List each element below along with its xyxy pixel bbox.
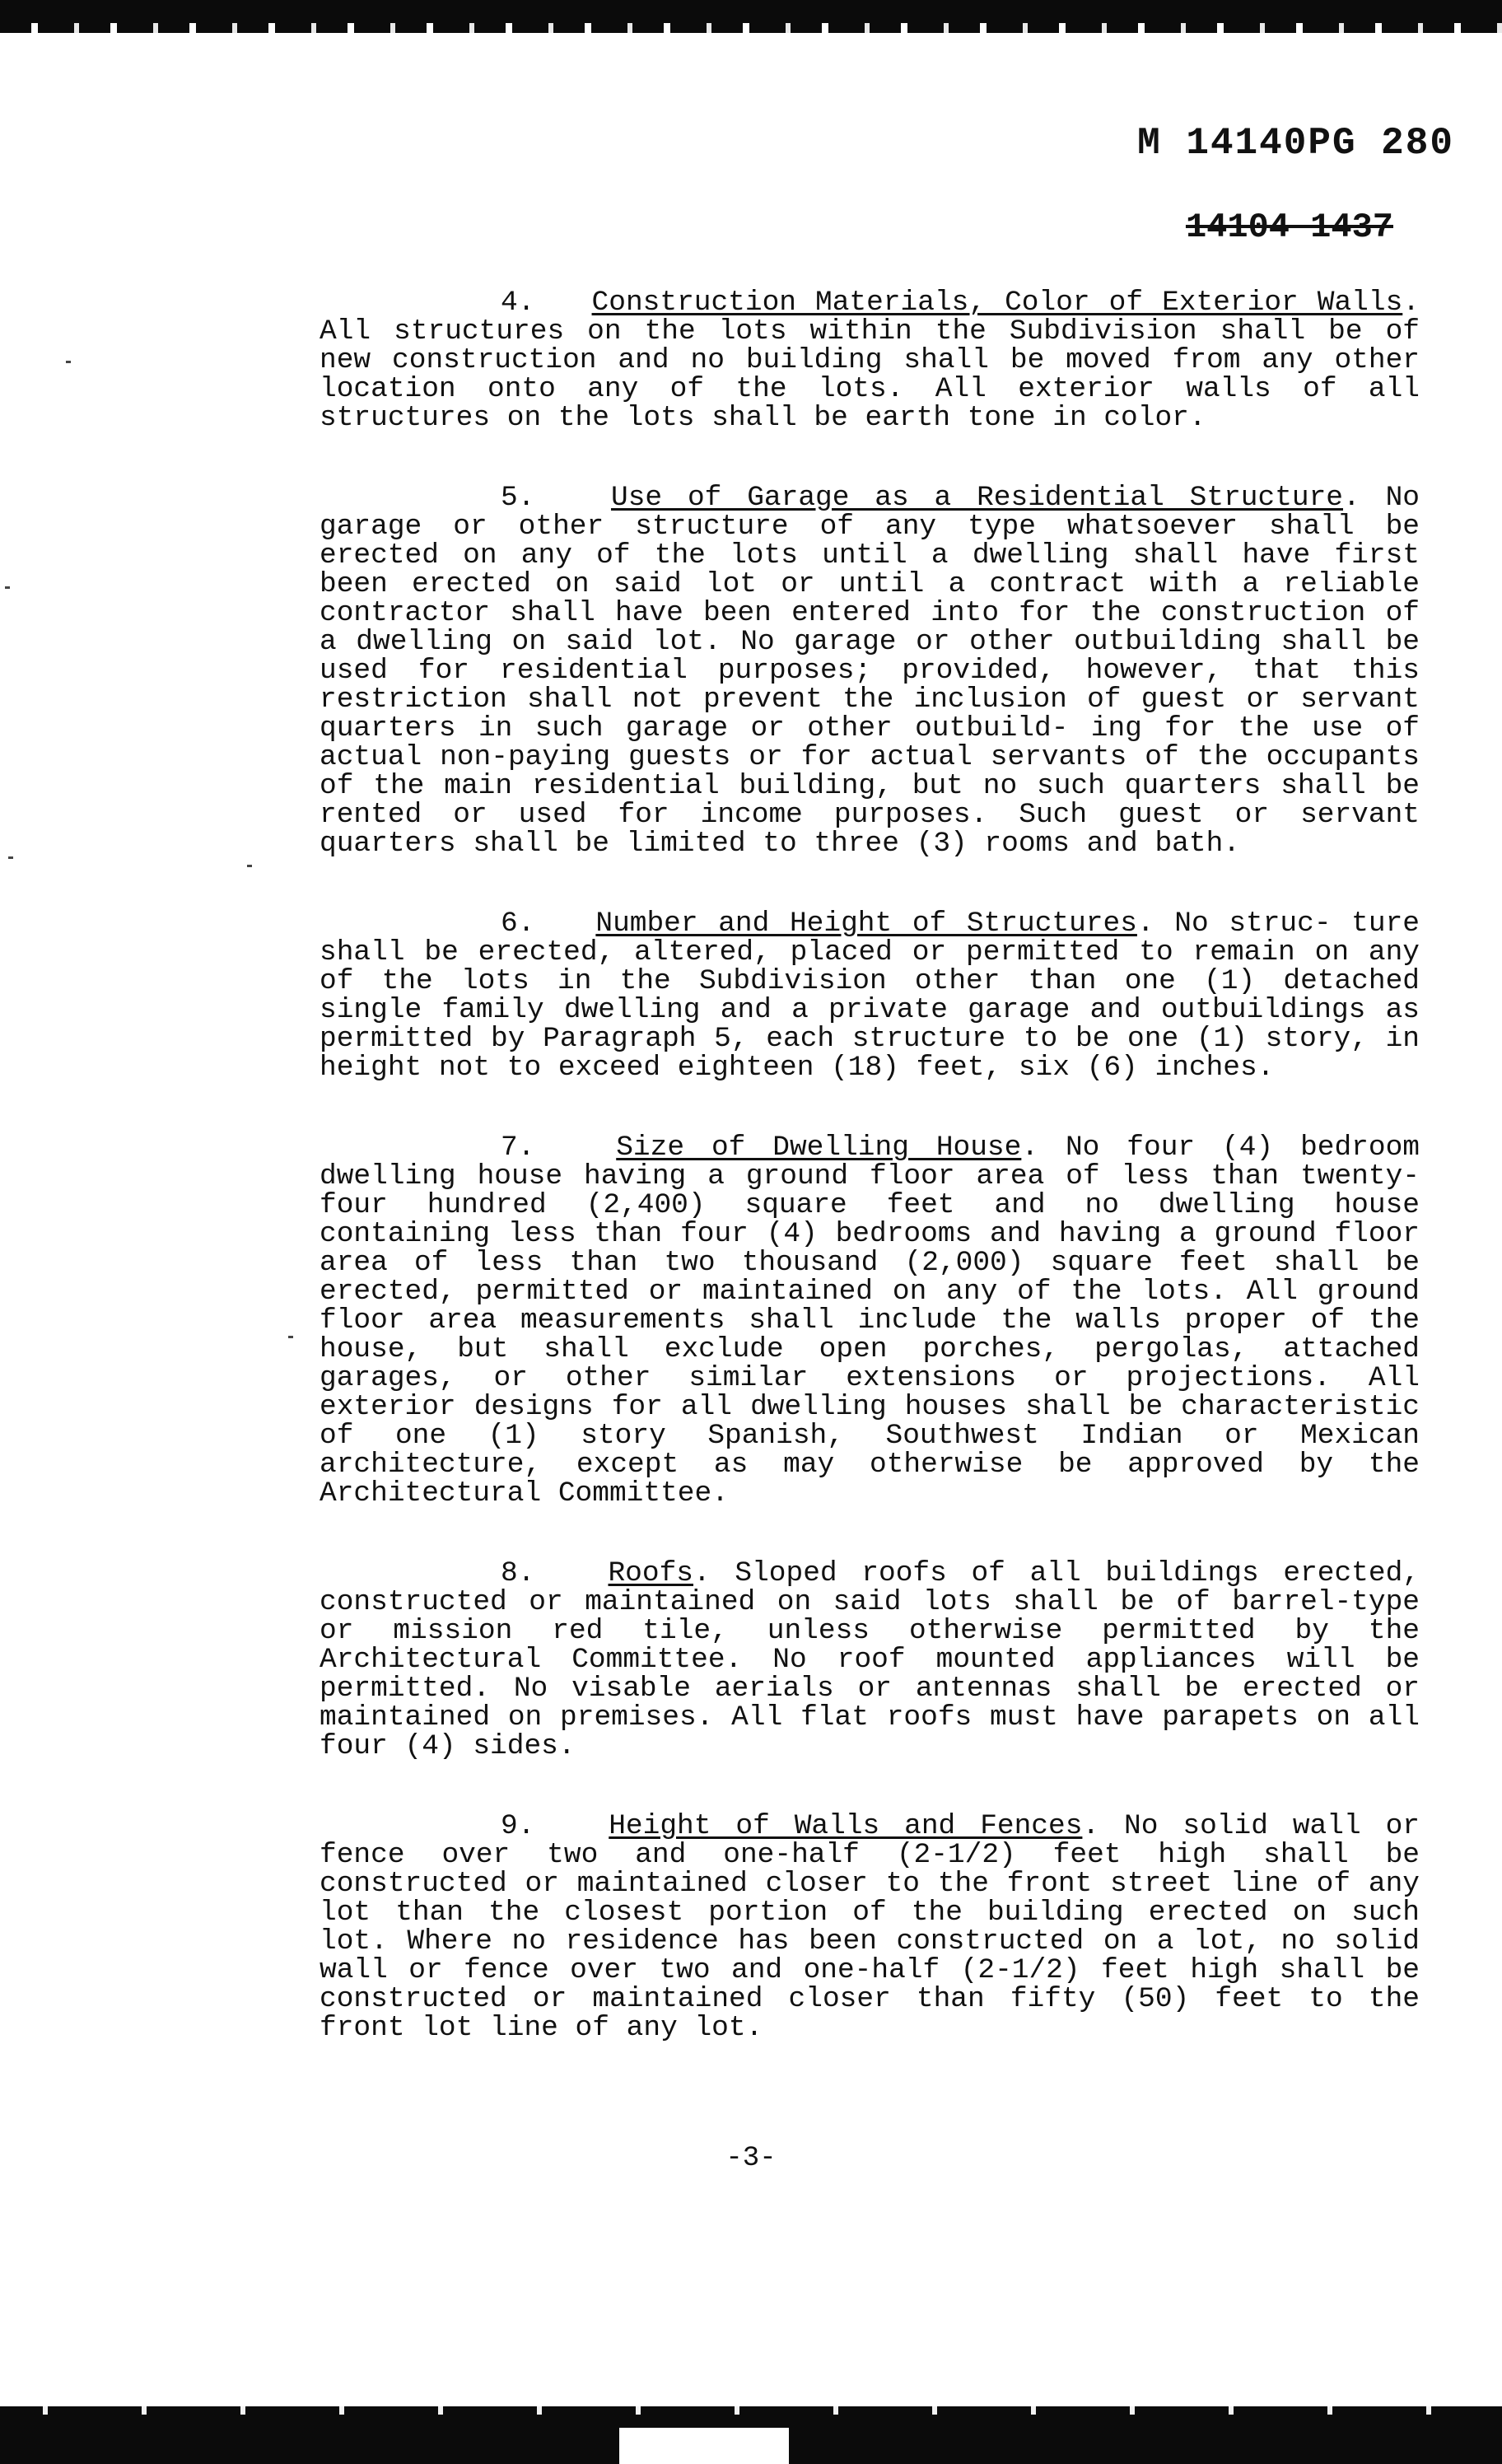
paragraph-title: Construction Materials, Color of Exterior Walls <box>591 287 1403 319</box>
scan-speck <box>8 856 13 859</box>
paragraph-title: Height of Walls and Fences <box>609 1810 1083 1842</box>
scan-speck <box>66 361 71 363</box>
paragraph-number: 6. <box>501 908 535 940</box>
paragraph-number: 9. <box>501 1810 535 1842</box>
page-number: -3- <box>725 2143 777 2174</box>
paragraph-text: . No garage or other structure of any type whatsoever shall be erected on any of the lots until a dwelling shall have first been erected on said lot or until a contract with a reliable contractor shall have been entered into for the construction of a dwelling on said lot. No garage or other outbuilding shall be used for residential purposes; provided, however, that this restriction shall not prevent the inclusion of guest or servant quarters in such garage or other outbuild- ing for the use of actual non-paying guests or for actual servants of the occupants of the main residential building, but no such quarters shall be rented or used for income purposes. Such guest or servant quarters shall be limited to three (3) rooms and bath. <box>320 482 1420 860</box>
paragraph-title: Use of Garage as a Residential Structure <box>610 482 1344 514</box>
paragraph-title: Number and Height of Structures <box>595 908 1137 940</box>
paragraph-text: . No four (4) bedroom dwelling house having a ground floor area of less than twenty-four hundred (2,400) square feet and no dwelling house containing less than four (4) bedrooms and having a ground floor area of less than two thousand (2,000) square feet shall be erected, permitted or maintained on any of the lots. All ground floor area measurements shall include the walls proper of the house, but shall exclude open porches, pergolas, attached garages, or other similar extensions or projections. All exterior designs for all dwelling houses shall be characteristic of one (1) story Spanish, Southwest Indian or Mexican architecture, except as may otherwise be approved by the Architectural Committee. <box>320 1132 1420 1510</box>
scan-speck <box>247 865 252 867</box>
scan-speck <box>288 1336 293 1338</box>
paragraph-number: 4. <box>501 287 535 319</box>
scan-edge-gap <box>619 2428 789 2464</box>
scan-edge-top <box>0 0 1502 33</box>
paragraph-number: 5. <box>501 482 535 514</box>
paragraph-number: 8. <box>501 1557 535 1589</box>
scan-speck <box>5 586 10 589</box>
superseded-stamp: 14104 1437 <box>1185 208 1393 247</box>
paragraph-text: . No struc- ture shall be erected, altered, placed or permitted to remain on any of the lots in the Subdivision other than one (1) detached single family dwelling and a private garage and outbuildings as permitted by Paragraph 5, each structure to be one (1) story, in height not to exceed eighteen (18) feet, six (6) inches. <box>320 908 1420 1084</box>
paragraph-text: . Sloped roofs of all buildings erected, constructed or maintained on said lots shall be of barrel-type or mission red tile, unless otherwise permitted by the Architectural Committee. No roof mounted appliances will be permitted. No visable aerials or antennas shall be erected or maintained on premises. All flat roofs must have parapets on all four (4) sides. <box>320 1557 1420 1762</box>
paragraph-text: . No solid wall or fence over two and one-half (2-1/2) feet high shall be constructed or maintained closer to the front street line of any lot than the closest portion of the building erected on such lot. Where no residence has been constructed on a lot, no solid wall or fence over two and one-half (2-1/2) feet high shall be constructed or maintained closer than fifty (50) feet to the front lot line of any lot. <box>320 1810 1420 2044</box>
recording-stamp: M 14140PG 280 <box>1137 122 1454 165</box>
paragraph-9 <box>320 1812 1420 2042</box>
paragraph-8 <box>320 1559 1420 1761</box>
paragraph-number: 7. <box>501 1132 535 1164</box>
paragraph-4 <box>320 288 1420 432</box>
paragraph-6 <box>320 909 1420 1082</box>
paragraph-5 <box>320 483 1420 858</box>
paragraph-title: Roofs <box>608 1557 693 1589</box>
paragraph-title: Size of Dwelling House <box>616 1132 1022 1164</box>
paragraph-text: . All structures on the lots within the Subdivision shall be of new construction and no building shall be moved from any other location onto any of the lots. All exterior walls of all structures on the lots shall be earth tone in color. <box>320 287 1420 434</box>
paragraph-7 <box>320 1133 1420 1508</box>
covenant-body <box>320 288 1420 2093</box>
